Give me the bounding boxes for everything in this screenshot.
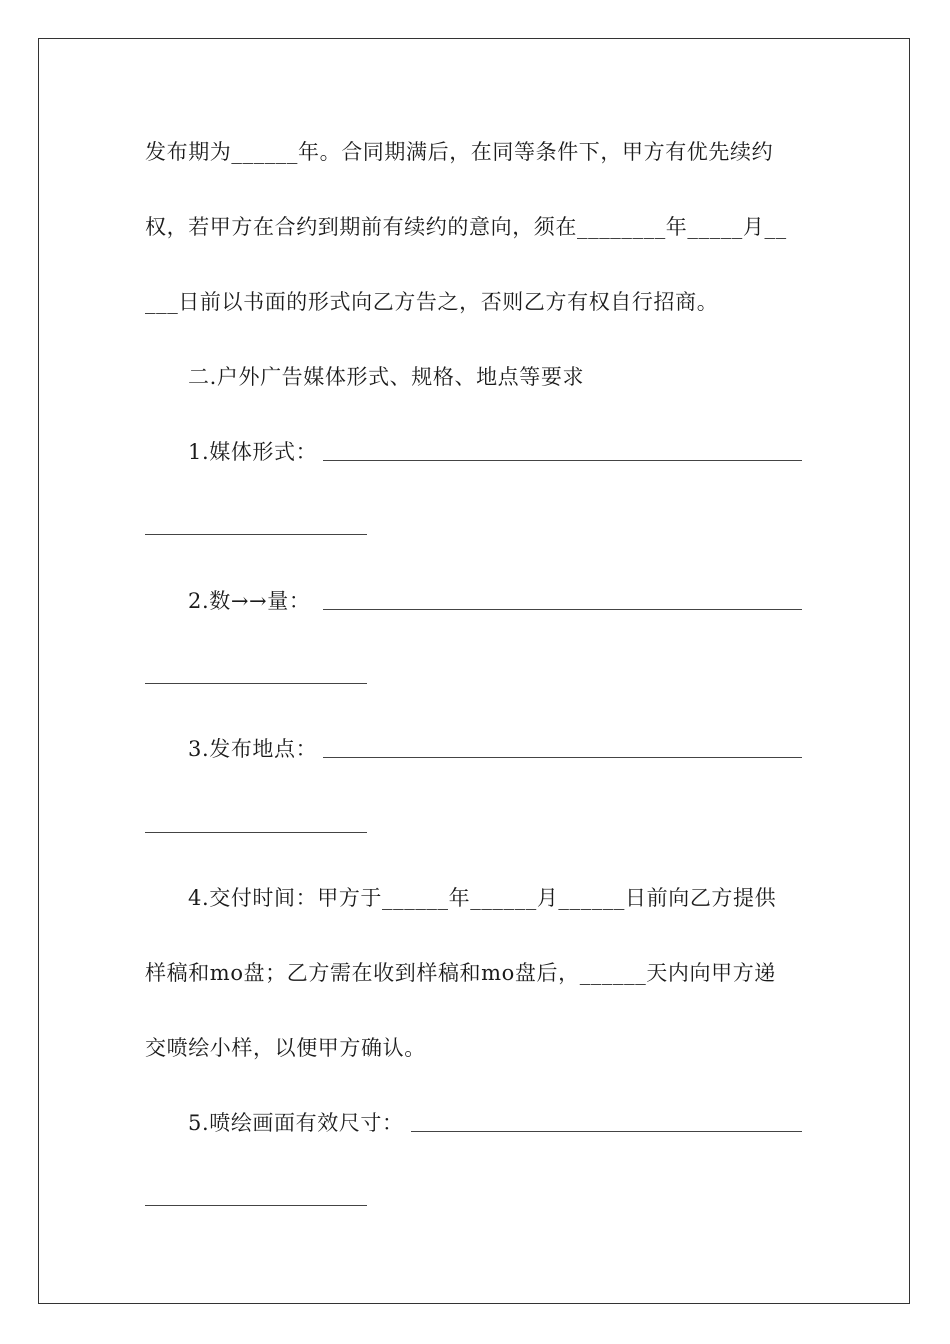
item4-line3: 交喷绘小样，以便甲方确认。 bbox=[145, 1036, 426, 1060]
item1-fill-line-continued bbox=[145, 534, 367, 535]
item3-fill-line bbox=[323, 757, 802, 758]
item3-fill-line-continued bbox=[145, 832, 367, 833]
paragraph1-line2: 权，若甲方在合约到期前有续约的意向，须在________年_____月__ bbox=[145, 215, 787, 239]
item4-line2: 样稿和mo盘；乙方需在收到样稿和mo盘后，______天内向甲方递 bbox=[145, 961, 776, 985]
section2-heading: 二.户外广告媒体形式、规格、地点等要求 bbox=[188, 365, 585, 389]
item2-fill-line bbox=[323, 609, 802, 610]
item2-fill-line-continued bbox=[145, 683, 367, 684]
paragraph1-line3: ___日前以书面的形式向乙方告之，否则乙方有权自行招商。 bbox=[145, 290, 719, 314]
item5-label: 5.喷绘画面有效尺寸： bbox=[188, 1111, 404, 1135]
item5-fill-line bbox=[411, 1131, 802, 1132]
item4-line1: 4.交付时间：甲方于______年______月______日前向乙方提供 bbox=[188, 886, 777, 910]
item1-fill-line bbox=[323, 460, 802, 461]
item5-fill-line-continued bbox=[145, 1205, 367, 1206]
item2-label: 2.数→→量： bbox=[188, 589, 311, 613]
item1-label: 1.媒体形式： bbox=[188, 440, 318, 464]
item3-label: 3.发布地点： bbox=[188, 737, 318, 761]
paragraph1-line1: 发布期为______年。合同期满后，在同等条件下，甲方有优先续约 bbox=[145, 140, 774, 164]
